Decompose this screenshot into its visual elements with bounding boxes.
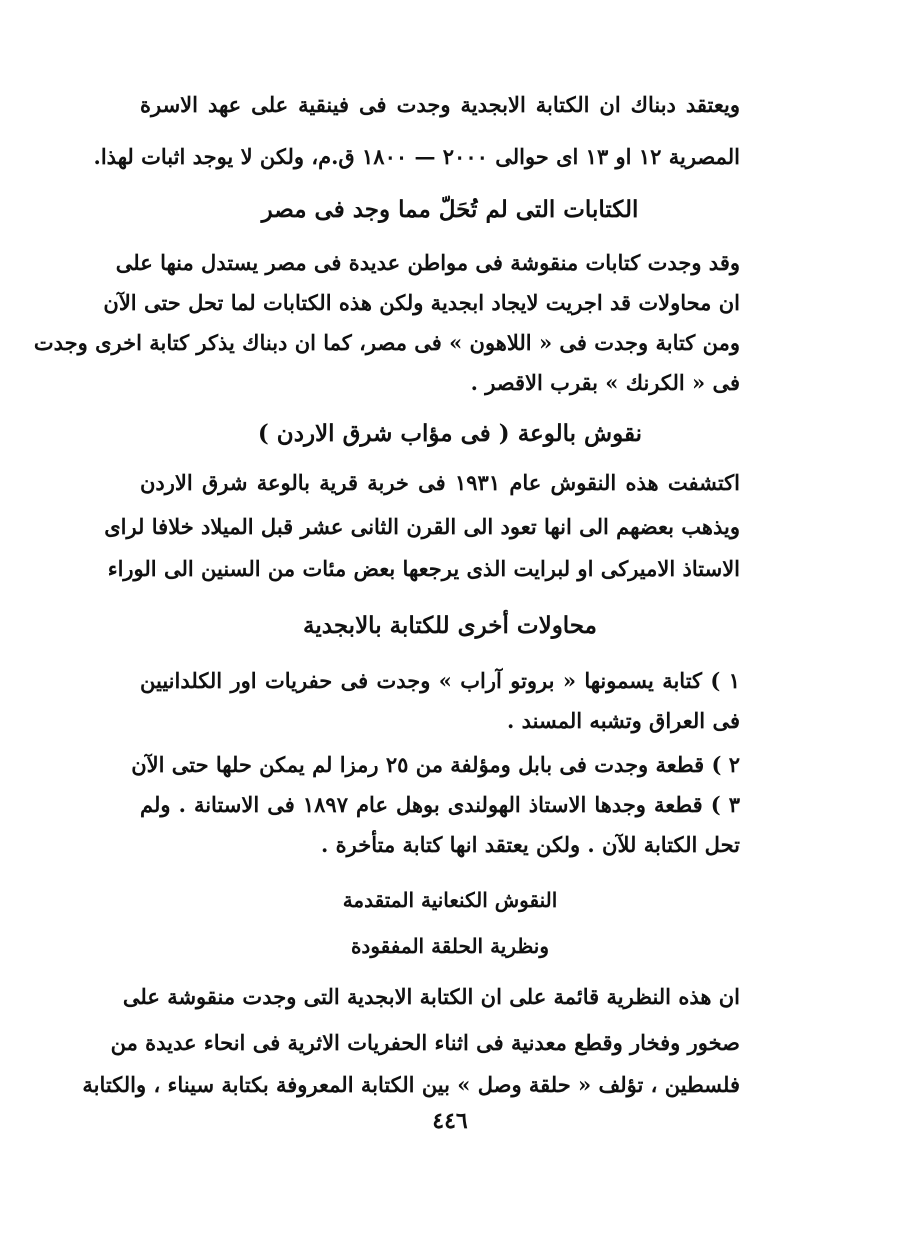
paragraph-2-line-2: ان محاولات قد اجريت لايجاد ابجدية ولكن هذه الكتابات لما تحل حتى الآن (103, 290, 740, 315)
heading-baluaa-inscriptions: نقوش بالوعة ( فى مؤاب شرق الاردن ) (257, 420, 643, 447)
paragraph-3-line-2: ويذهب بعضهم الى انها تعود الى القرن الثانى عشر قبل الميلاد خلافا لراى (104, 514, 740, 539)
paragraph-3-line-1: اكتشفت هذه النقوش عام ١٩٣١ فى خربة قرية بالوعة شرق الاردن (140, 470, 740, 495)
paragraph-4-line-2: صخور وفخار وقطع معدنية فى اثناء الحفريات الاثرية فى انحاء عديدة من (110, 1030, 740, 1055)
list-item-3-line-1: ٣ ) قطعة وجدها الاستاذ الهولندى بوهل عام ١٨٩٧ فى الاستانة . ولم (140, 792, 741, 817)
paragraph-1-line-2: المصرية ١٢ او ١٣ اى حوالى ٢٠٠٠ — ١٨٠٠ ق.م، ولكن لا يوجد اثبات لهذا. (93, 144, 740, 169)
list-item-1-line-2: فى العراق وتشبه المسند . (507, 708, 740, 733)
paragraph-2-line-1: وقد وجدت كتابات منقوشة فى مواطن عديدة فى مصر يستدل منها على (115, 250, 740, 275)
heading-other-attempts: محاولات أخرى للكتابة بالابجدية (303, 612, 597, 639)
paragraph-1-line-1: ويعتقد دبناك ان الكتابة الابجدية وجدت فى فينقية على عهد الاسرة (140, 92, 740, 117)
paragraph-2-line-3: ومن كتابة وجدت فى « اللاهون » فى مصر، كما ان دبناك يذكر كتابة اخرى وجدت (33, 330, 740, 355)
paragraph-4-line-3: فلسطين ، تؤلف « حلقة وصل » بين الكتابة المعروفة بكتابة سيناء ، والكتابة (82, 1072, 740, 1097)
paragraph-4-line-1: ان هذه النظرية قائمة على ان الكتابة الابجدية التى وجدت منقوشة على (122, 984, 740, 1009)
heading-canaanite-inscriptions: النقوش الكنعانية المتقدمة (342, 888, 558, 912)
list-item-3-line-2: تحل الكتابة للآن . ولكن يعتقد انها كتابة متأخرة . (321, 832, 740, 857)
list-item-1-line-1: ١ ) كتابة يسمونها « بروتو آراب » وجدت فى حفريات اور الكلدانيين (140, 668, 740, 693)
list-item-2: ٢ ) قطعة وجدت فى بابل ومؤلفة من ٢٥ رمزا لم يمكن حلها حتى الآن (131, 752, 740, 777)
page-number: ٤٤٦ (432, 1108, 468, 1134)
paragraph-2-line-4: فى « الكرنك » بقرب الاقصر . (470, 370, 740, 395)
paragraph-3-line-3: الاستاذ الاميركى او لبرايت الذى يرجعها بعض مئات من السنين الى الوراء (107, 556, 740, 581)
heading-undeciphered-egypt: الكتابات التى لم تُحَلّ مما وجد فى مصر (261, 196, 639, 223)
heading-missing-link-theory: ونظرية الحلقة المفقودة (350, 934, 550, 958)
